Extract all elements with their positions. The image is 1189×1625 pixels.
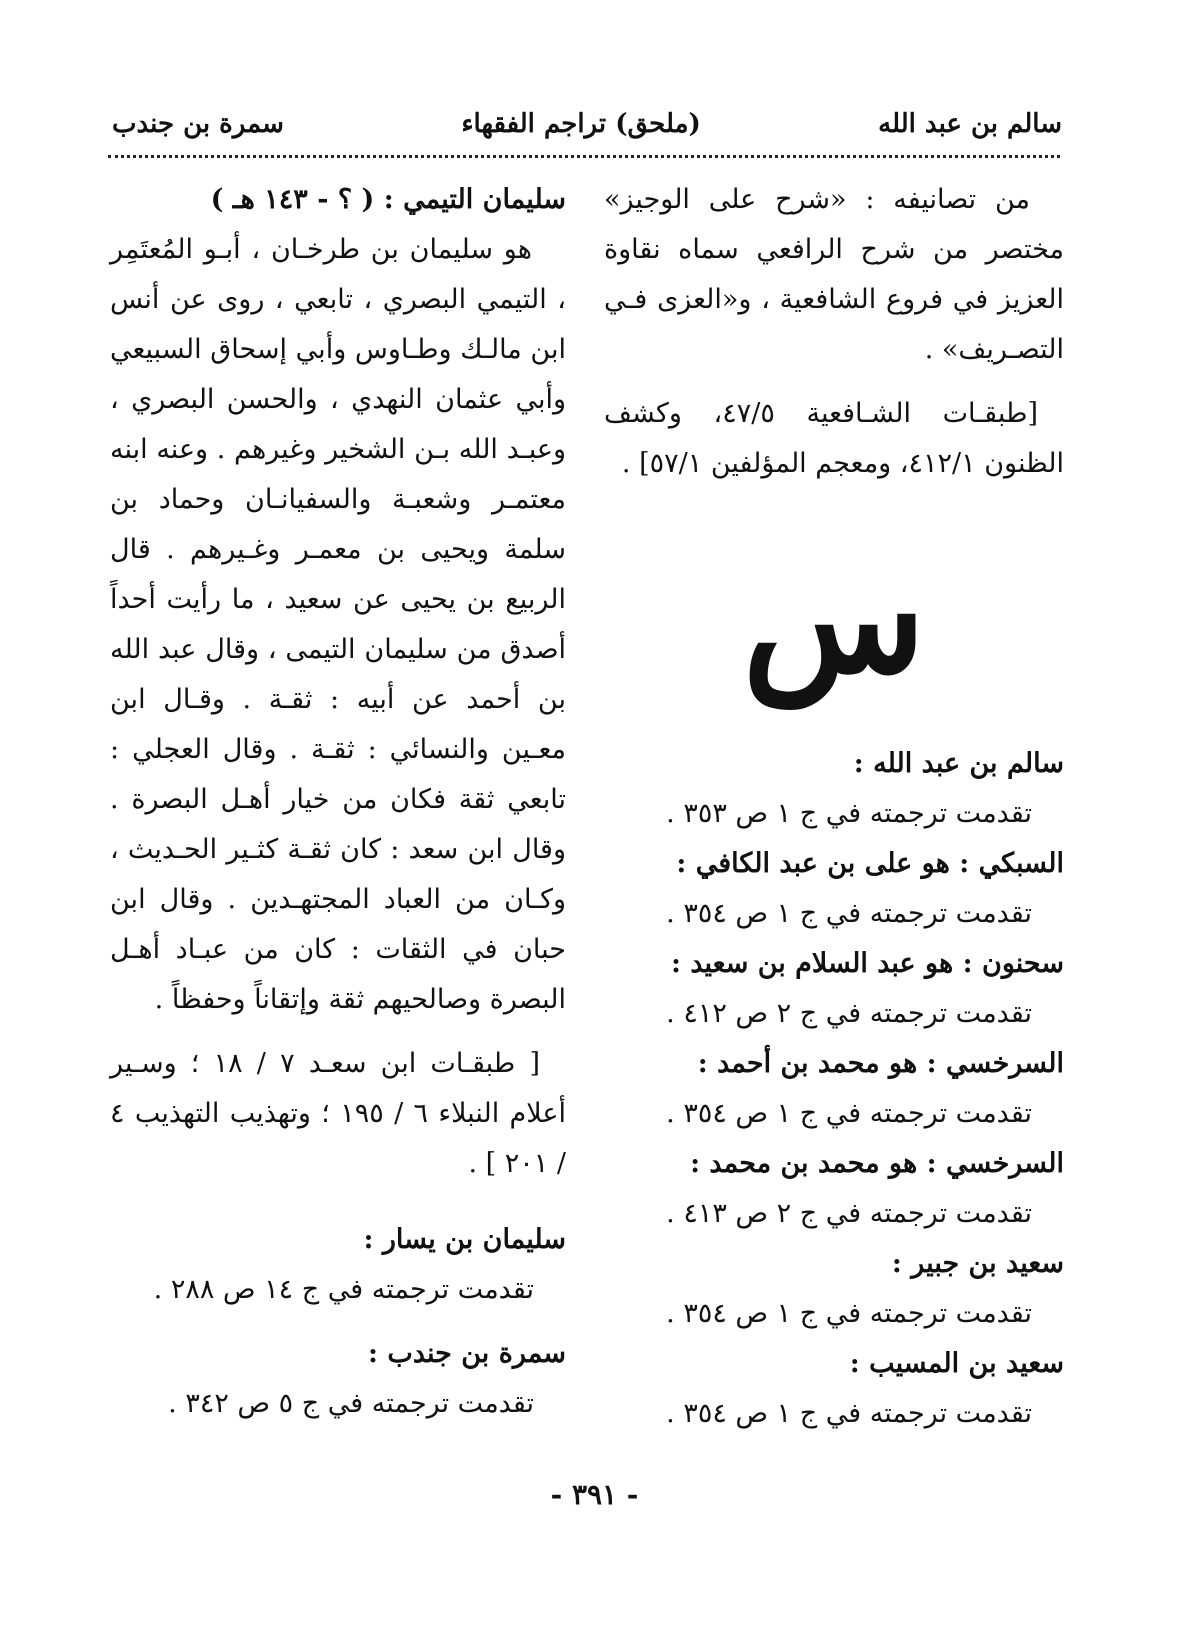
entry-ref: تقدمت ترجمته في ج ١ ص ٣٥٤ .: [666, 1098, 1032, 1129]
entry-name: السرخسي : هو محمد بن محمد :: [690, 1148, 1064, 1179]
sources-paragraph: [طبقـات الشـافعية ٤٧/٥، وكشف الظنون ٤١٢/١، ومعجم المؤلفين ٥٧/١] .: [604, 398, 1064, 479]
list-item: [604, 939, 1064, 1039]
entry-name: سحنون : هو عبد السلام بن سعيد :: [670, 948, 1064, 979]
right-column: [604, 175, 1064, 1439]
works-paragraph: من تصانيفه : «شرح على الوجيز» مختصر من شرح الرافعي سماه نقاوة العزيز في فروع الشافعية ، و«العزى فـي التصـريف» .: [604, 184, 1064, 365]
biography-title: سليمان التيمي : ( ؟ - ١٤٣ هـ ): [210, 184, 566, 215]
entry-name: سالم بن عبد الله :: [853, 748, 1064, 779]
header-left-name: سمرة بن جندب: [112, 109, 284, 139]
left-entry-list: [110, 1215, 566, 1429]
biography-sources: [ طبقـات ابن سعـد ٧ / ١٨ ؛ وسـير أعلام النبلاء ٦ / ١٩٥ ؛ وتهذيب التهذيب ٤ / ٢٠١ ] .: [110, 1048, 566, 1179]
section-letter: س: [742, 531, 926, 707]
entry-ref: تقدمت ترجمته في ج ٢ ص ٤١٢ .: [666, 998, 1032, 1029]
entry-ref: تقدمت ترجمته في ج ١ ص ٣٥٤ .: [666, 898, 1032, 929]
list-item: [604, 1339, 1064, 1439]
entry-ref: تقدمت ترجمته في ج ١٤ ص ٢٨٨ .: [153, 1274, 534, 1305]
list-item: [604, 739, 1064, 839]
list-item: [604, 839, 1064, 939]
list-item: [604, 1139, 1064, 1239]
left-column: [110, 175, 566, 1429]
biography-paragraph: هو سليمان بن طرخـان ، أبـو المُعتَمِر ، التيمي البصري ، تابعي ، روى عن أنس ابن مالـك وطـاوس وأبي إسحاق السبيعي وأبي عثمان النهدي ، والحسن البصري ، وعبـد الله بـن الشخير وغيرهم . وعنه ابنه معتمـر وشعبـة والسفيانـان وحماد بن سلمة ويحيى بن معمـر وغـيرهم . قال الربيع بن يحيى عن سعيد ، ما رأيت أحداً أصدق من سليمان التيمى ، وقال عبد الله بن أحمد عن أبيه : ثقـة . وقـال ابن معـين والنسائي : ثقـة . وقال العجلي : تابعي ثقة فكان من خيار أهـل البصرة . وقال ابن سعد : كان ثقـة كثـير الحـديث ، وكـان من العباد المجتهـدين . وقال ابن حبان في الثقات : كان من عبـاد أهـل البصرة وصالحيهم ثقة وإتقاناً وحفظاً .: [110, 234, 566, 1015]
entry-name: سمرة بن جندب :: [368, 1338, 566, 1369]
entry-name: السبكي : هو على بن عبد الكافي :: [676, 848, 1064, 879]
page-number: - ٣٩١ -: [550, 1478, 639, 1511]
list-item: [604, 1039, 1064, 1139]
header-center-title: (ملحق) تراجم الفقهاء: [461, 109, 701, 139]
entry-ref: تقدمت ترجمته في ج ١ ص ٣٥٤ .: [666, 1398, 1032, 1429]
entry-ref: تقدمت ترجمته في ج ١ ص ٣٥٤ .: [666, 1298, 1032, 1329]
running-header: [112, 100, 1062, 148]
list-item: [604, 1239, 1064, 1339]
entry-name: سعيد بن المسيب :: [849, 1348, 1064, 1379]
entry-ref: تقدمت ترجمته في ج ١ ص ٣٥٣ .: [666, 798, 1032, 829]
entry-name: سعيد بن جبير :: [891, 1248, 1064, 1279]
entry-ref: تقدمت ترجمته في ج ٢ ص ٤١٣ .: [666, 1198, 1032, 1229]
entry-list: [604, 739, 1064, 1439]
entry-ref: تقدمت ترجمته في ج ٥ ص ٣٤٢ .: [168, 1388, 534, 1419]
header-dotted-rule: [108, 155, 1060, 158]
list-item: [110, 1215, 566, 1315]
entry-name: السرخسي : هو محمد بن أحمد :: [697, 1048, 1064, 1079]
entry-name: سليمان بن يسار :: [363, 1224, 566, 1255]
header-right-name: سالم بن عبد الله: [878, 109, 1062, 139]
list-item: [110, 1329, 566, 1429]
